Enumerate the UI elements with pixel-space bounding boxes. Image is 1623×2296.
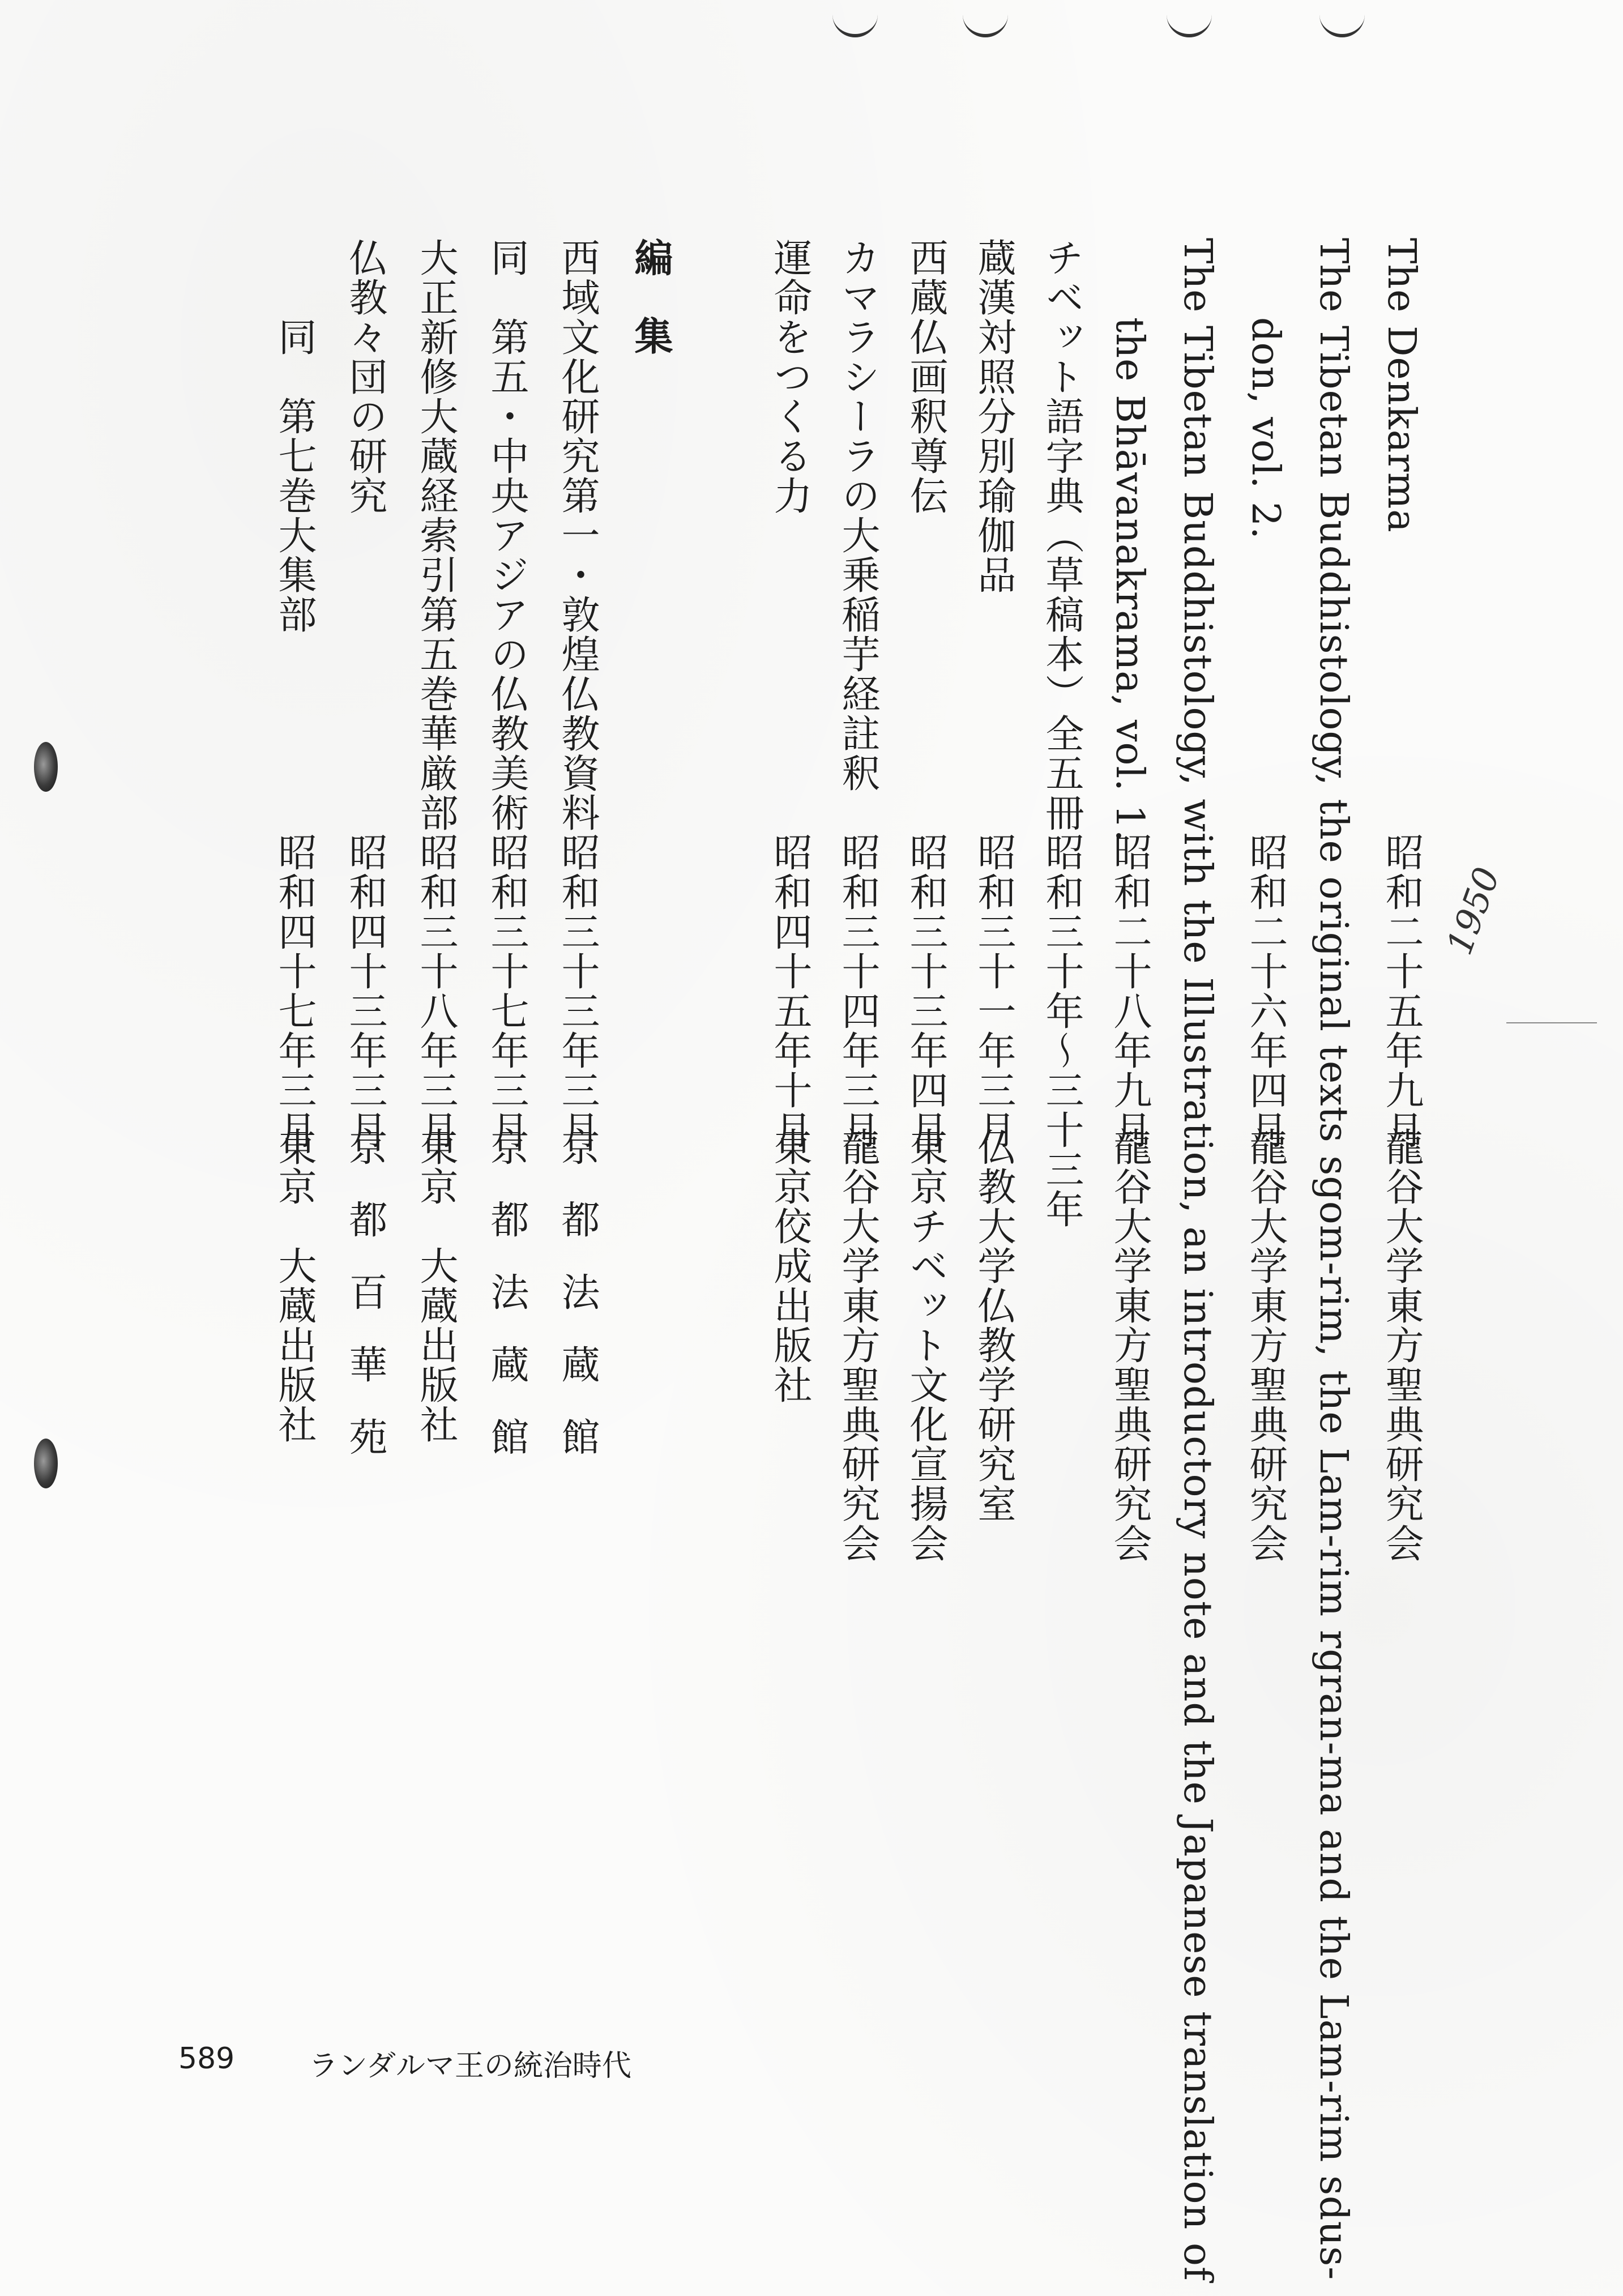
entry-title: 運命をつくる力 <box>767 238 812 515</box>
punch-hole-top <box>34 742 58 792</box>
entry-title: The Tibetan Buddhistology, with the Illustration, an introductory note and the Japanese translation of <box>1175 238 1220 2282</box>
entry-publisher: 京都法蔵館 <box>555 1127 600 1490</box>
entry-date: 昭和三十八年三月 <box>413 833 458 1150</box>
entry-publisher: 京都百華苑 <box>343 1127 387 1490</box>
entry-publisher: 東京 大蔵出版社 <box>413 1127 458 1444</box>
entry-publisher: 龍谷大学東方聖典研究会 <box>835 1127 880 1563</box>
section-heading: 編集 <box>628 238 673 394</box>
entry-title: 西蔵仏画釈尊伝 <box>903 238 948 515</box>
entry-date: 昭和三十四年三月 <box>835 833 880 1150</box>
entry-title: チベット語字典（草稿本）全五冊 <box>1039 238 1084 833</box>
entry-date: 昭和三十三年四月 <box>903 833 948 1150</box>
entry-title-cont: don, vol. 2. <box>1243 317 1288 540</box>
entry-bhavanakrama-line1 <box>1175 238 1220 2282</box>
scan-mark <box>832 11 878 37</box>
entry-publisher: 龍谷大学東方聖典研究会 <box>1379 1127 1424 1563</box>
entry-date: 昭和四十三年三月 <box>343 833 387 1150</box>
edited-entry-seiiki <box>555 238 600 1490</box>
edited-entry-central-asia <box>484 238 529 1490</box>
scan-mark <box>963 11 1008 37</box>
page-number: 589 <box>178 2042 235 2076</box>
entry-buddhistology-line1 <box>1311 238 1356 2281</box>
entry-date: 昭和二十八年九月 <box>1107 833 1152 1150</box>
entry-title: The Denkarma <box>1379 238 1424 533</box>
entry-title: 西域文化研究第一・敦煌仏教資料 <box>555 238 600 833</box>
entry-date: 昭和三十三年三月 <box>555 833 600 1150</box>
entry-denkarma <box>1379 238 1424 1563</box>
entry-buddhistology-line2 <box>1243 317 1288 1563</box>
entry-date: 昭和四十七年三月 <box>272 833 317 1150</box>
entry-publisher: 東京チベット文化宣揚会 <box>903 1127 948 1563</box>
entry-date: 昭和三十一年三月 <box>971 833 1016 1150</box>
entry-publisher: 龍谷大学東方聖典研究会 <box>1107 1127 1152 1563</box>
entry-unmei <box>767 238 812 1405</box>
running-header: ランダルマ王の統治時代 <box>309 2049 631 2083</box>
entry-title: 同 第五・中央アジアの仏教美術 <box>484 238 529 833</box>
entry-title: 仏教々団の研究 <box>343 238 387 515</box>
entry-mahavyutpatti <box>971 238 1016 1523</box>
edited-entry-taisho-vol7 <box>272 317 317 1444</box>
entry-title: 蔵漢対照分別瑜伽品 <box>971 238 1016 595</box>
entry-title: 大正新修大蔵経索引第五巻華厳部 <box>413 238 458 833</box>
edited-entry-taisho-index <box>413 238 458 1444</box>
entry-tibetan-iconography <box>903 238 948 1563</box>
scan-mark <box>1167 11 1212 37</box>
entry-date: 昭和三十七年三月 <box>484 833 529 1150</box>
edited-entry-sangha-study <box>343 238 387 1490</box>
entry-publisher: 京都法蔵館 <box>484 1127 529 1490</box>
section-heading-edited <box>628 238 673 394</box>
entry-publisher: 龍谷大学東方聖典研究会 <box>1243 1127 1288 1563</box>
entry-bhavanakrama-line2 <box>1107 317 1152 1563</box>
scan-edge-line <box>1506 1022 1597 1023</box>
entry-kamalashila <box>835 238 880 1563</box>
entry-title: The Tibetan Buddhistology, the original texts sgom-rim, the Lam-rim rgran-ma and the Lam-rim sdus- <box>1311 238 1356 2281</box>
entry-publisher: 東京 大蔵出版社 <box>272 1127 317 1444</box>
entry-publisher: 仏教大学仏教学研究室 <box>971 1127 1016 1523</box>
entry-date: 昭和三十年〜三十三年 <box>1039 833 1084 1229</box>
handwritten-note: 1950 <box>1438 861 1508 960</box>
entry-publisher: 東京佼成出版社 <box>767 1127 812 1405</box>
entry-title-cont: the Bhāvanakrama, vol. 1. <box>1107 317 1152 843</box>
punch-hole-bottom <box>34 1439 58 1488</box>
entry-date: 昭和四十五年十月 <box>767 833 812 1150</box>
scan-mark <box>1319 11 1365 37</box>
entry-date: 昭和二十五年九月 <box>1379 833 1424 1150</box>
entry-title: 同 第七巻大集部 <box>272 317 317 634</box>
entry-title: カマラシーラの大乗稲芋経註釈 <box>835 238 880 793</box>
entry-date: 昭和二十六年四月 <box>1243 833 1288 1150</box>
entry-tibetan-dictionary <box>1039 238 1084 1229</box>
